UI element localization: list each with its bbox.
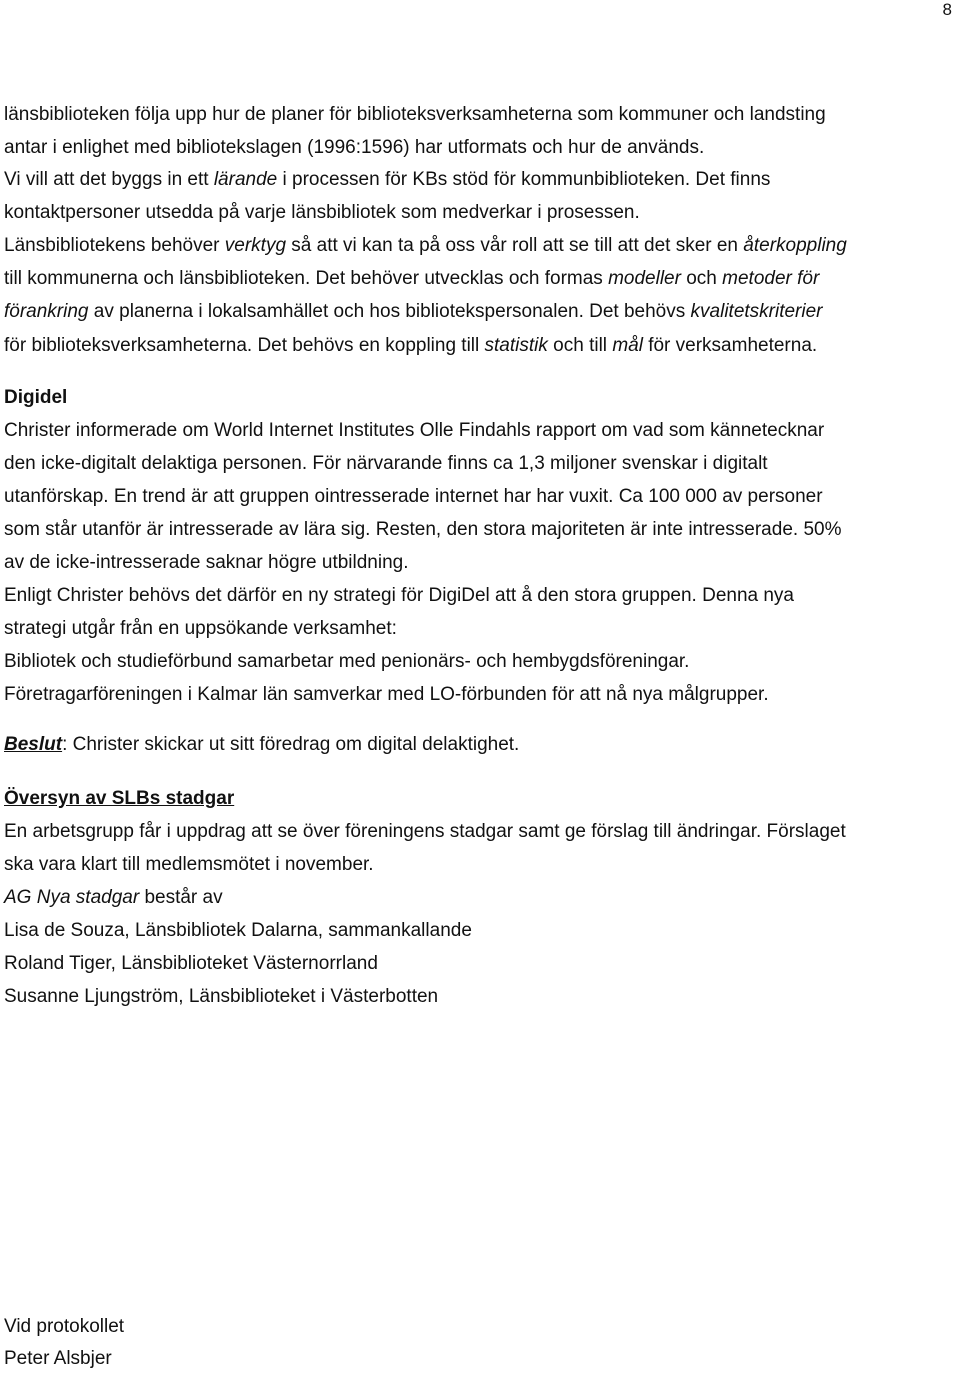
statutes-section [4,782,954,1013]
digidel-line: Enligt Christer behövs det därför en ny strategi för DigiDel att å den stora gruppen. Denna nya [4,585,794,606]
text: av planerna i lokalsamhället och hos bibliotekspersonalen. Det behövs [88,301,691,323]
tools-line [4,295,954,328]
decision-label: Beslut [4,734,63,755]
digidel-line: den icke-digitalt delaktiga personen. För närvarande finns ca 1,3 miljoner svenskar i digitalt [4,453,768,474]
text: och till [547,334,613,356]
digidel-line: som står utanför är intresserade av lära sig. Resten, den stora majoriteten är inte intresserade. 50% [4,519,842,540]
emphasis: statistik [484,334,548,356]
digidel-line: Företragarföreningen i Kalmar län samverkar med LO-förbunden för att nå nya målgrupper. [4,684,769,705]
emphasis: modeller [608,268,681,290]
decision [4,728,954,761]
text: kontaktpersoner utsedda på varje länsbibliotek som medverkar i prosessen. [4,202,640,224]
text: och [680,268,723,290]
digidel-line: utanförskap. En trend är att gruppen ointresserade internet har har vuxit. Ca 100 000 av personer [4,486,823,507]
page-number: 8 [942,0,952,19]
tools-line [4,229,954,262]
tools-paragraph [4,229,954,362]
statutes-line: ska vara klart till medlemsmötet i november. [4,854,374,875]
text: så att vi kan ta på oss vår roll att se till att det sker en [286,235,744,256]
intro-line [4,164,954,197]
emphasis: kvalitetskriterier [690,301,823,323]
digidel-heading: Digidel [4,387,68,408]
text: antar i enlighet med bibliotekslagen (1996:1596) har utformats och hur de används. [4,136,705,158]
text: länsbiblioteken följa upp hur de planer för biblioteksverksamheterna som kommuner och landsting [4,104,826,125]
text: i processen för KBs stöd för kommunbiblioteken. Det finns [277,169,771,191]
text: Vi vill att det byggs in ett [4,169,214,191]
text: Länsbibliotekens behöver [4,235,225,256]
intro-line [4,132,954,165]
emphasis: återkoppling [743,235,847,256]
signature [4,1311,954,1375]
emphasis: lärande [213,169,278,191]
emphasis: förankring [4,301,89,323]
statutes-line: En arbetsgrupp får i uppdrag att se över föreningens stadgar samt ge förslag till ändringar. Förslaget [4,821,846,842]
intro-line [4,197,954,230]
decision-text: : Christer skickar ut sitt föredrag om digital delaktighet. [62,734,520,755]
digidel-line: Christer informerade om World Internet Institutes Olle Findahls rapport om vad som kännetecknar [4,420,825,441]
tools-line [4,262,954,295]
emphasis: mål [612,334,643,356]
emphasis: verktyg [224,235,287,256]
statutes-line [4,881,954,914]
intro-line [4,99,954,132]
text: för verksamheterna. [642,334,818,356]
digidel-line: av de icke-intresserade saknar högre utbildning. [4,552,409,573]
tools-line [4,329,954,362]
statutes-heading: Översyn av SLBs stadgar [4,788,235,809]
emphasis: metoder för [722,268,820,290]
signature-name: Peter Alsbjer [4,1348,112,1369]
signature-line: Vid protokollet [4,1316,125,1337]
working-group-name: AG Nya stadgar [4,887,140,908]
text: för biblioteksverksamheterna. Det behövs en koppling till [4,334,485,356]
digidel-line: Bibliotek och studieförbund samarbetar med penionärs- och hembygdsföreningar. [4,651,690,672]
member-line: Susanne Ljungström, Länsbiblioteket i Västerbotten [4,986,439,1007]
text: till kommunerna och länsbiblioteken. Det behöver utvecklas och formas [4,268,609,290]
text: består av [139,887,223,908]
intro-paragraph [4,99,954,230]
digidel-section [4,381,954,711]
member-line: Roland Tiger, Länsbiblioteket Västernorrland [4,953,378,974]
member-line: Lisa de Souza, Länsbibliotek Dalarna, sammankallande [4,920,472,941]
digidel-line: strategi utgår från en uppsökande verksamhet: [4,618,397,639]
